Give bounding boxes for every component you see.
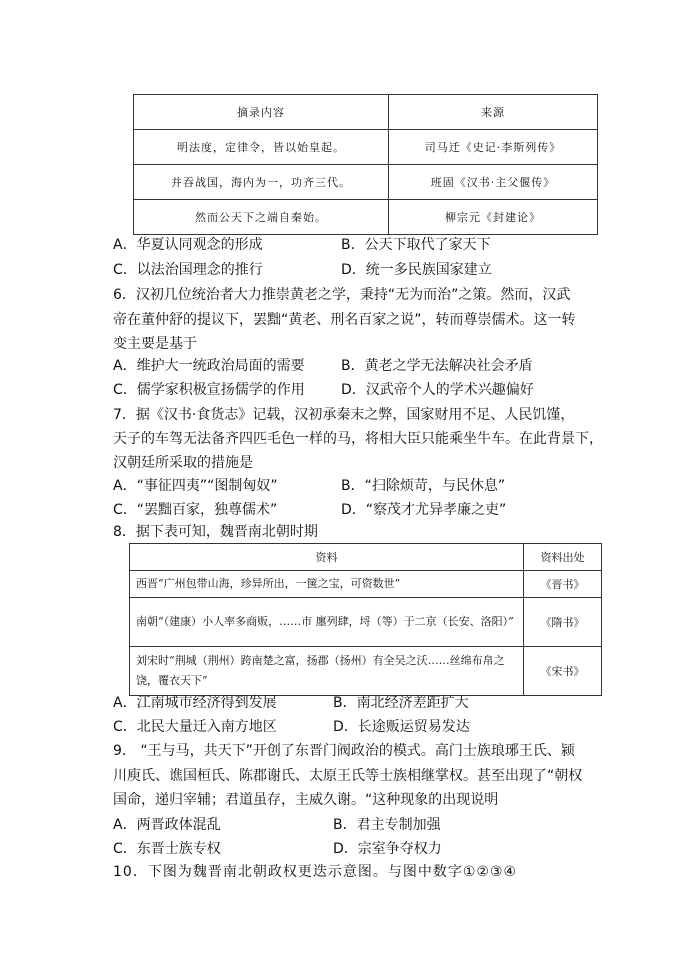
header-material: 资料	[130, 544, 524, 571]
q6-option-c: C．儒学家积极宣扬儒学的作用	[113, 382, 305, 398]
material-cell: 西晋“广州包带山海，珍异所出，一箧之宝，可资数世”	[130, 571, 524, 598]
excerpt-cell: 明法度，定律令，皆以始皇起。	[134, 130, 389, 165]
q9-stem-line-2: 川庾氏、谯国桓氏、陈郡谢氏、太原王氏等士族相继掌权。甚至出现了“朝权	[113, 768, 583, 784]
header-origin: 资料出处	[524, 544, 602, 571]
excerpt-cell: 然而公天下之端自秦始。	[134, 200, 389, 235]
q8-option-c: C．北民大量迁入南方地区	[113, 719, 277, 735]
q8-option-a: A．江南城市经济得到发展	[113, 695, 277, 711]
q5-option-b: B．公天下取代了家天下	[341, 237, 491, 253]
header-content: 摘录内容	[134, 95, 389, 130]
q8-stem-line-1: 8．据下表可知，魏晋南北朝时期	[113, 524, 318, 540]
q5-option-d: D．统一多民族国家建立	[341, 262, 492, 278]
q7-option-a: A．“事征四夷”“图制匈奴”	[113, 478, 278, 494]
header-source: 来源	[389, 95, 598, 130]
q6-stem-line-1: 6．汉初几位统治者大力推崇黄老之学，秉持“无为而治”之策。然而，汉武	[113, 287, 571, 303]
q6-stem-line-3: 变主要是基于	[113, 336, 197, 352]
excerpt-table-header	[134, 95, 598, 130]
q5-option-a: A．华夏认同观念的形成	[113, 237, 263, 253]
source-cell: 班固《汉书·主父偃传》	[389, 165, 598, 200]
q6-option-d: D．汉武帝个人的学术兴趣偏好	[341, 382, 534, 398]
q9-option-a: A．两晋政体混乱	[113, 817, 221, 833]
origin-cell: 《隋书》	[524, 598, 602, 647]
q10-stem-line-1: 10．下图为魏晋南北朝政权更迭示意图。与图中数字①②③④	[113, 864, 518, 880]
table-row	[134, 165, 598, 200]
q7-stem-line-3: 汉朝廷所采取的措施是	[113, 455, 253, 471]
source-table-header	[130, 544, 602, 571]
material-cell: 刘宋时“荆城（荆州）跨南楚之富，扬郡（扬州）有全吴之沃……丝绵布帛之饶，覆衣天下”	[130, 647, 524, 696]
q7-option-c: C．“罢黜百家，独尊儒术”	[113, 502, 278, 518]
source-cell: 司马迁《史记·李斯列传》	[389, 130, 598, 165]
q9-option-b: B．君主专制加强	[333, 817, 441, 833]
q9-stem-line-1: 9． “王与马，共天下”开创了东晋门阀政治的模式。高门士族琅琊王氏、颍	[113, 743, 575, 759]
source-table	[129, 543, 602, 696]
q8-option-b: B．南北经济差距扩大	[333, 695, 469, 711]
q5-option-c: C．以法治国理念的推行	[113, 262, 263, 278]
q6-option-a: A．维护大一统政治局面的需要	[113, 358, 305, 374]
q7-option-b: B．“扫除烦苛，与民休息”	[341, 478, 506, 494]
material-cell: 南朝“（建康）小人率多商贩，……市 廛列肆，埒（等）于二京（长安、洛阳）”	[130, 598, 524, 647]
table-row	[134, 130, 598, 165]
table-row	[130, 598, 602, 647]
table-row	[130, 571, 602, 598]
origin-cell: 《晋书》	[524, 571, 602, 598]
q9-option-c: C．东晋士族专权	[113, 841, 221, 857]
q9-option-d: D．宗室争夺权力	[333, 841, 442, 857]
q6-stem-line-2: 帝在董仲舒的提议下，罢黜“黄老、刑名百家之说”，转而尊崇儒术。这一转	[113, 312, 576, 328]
q7-stem-line-2: 天子的车驾无法备齐四匹毛色一样的马，将相大臣只能乘坐牛车。在此背景下，	[113, 431, 603, 447]
q7-stem-line-1: 7．据《汉书·食货志》记载，汉初承秦末之弊，国家财用不足、人民饥馑，	[113, 407, 575, 423]
q7-option-d: D．“察茂才尤异孝廉之吏”	[341, 502, 507, 518]
table-row	[134, 200, 598, 235]
q8-option-d: D．长途贩运贸易发达	[333, 719, 470, 735]
q9-stem-line-3: 国命，递归宰辅；君道虽存，主威久谢。“这种现象的出现说明	[113, 792, 499, 808]
source-cell: 柳宗元《封建论》	[389, 200, 598, 235]
excerpt-table	[133, 94, 598, 235]
table-row	[130, 647, 602, 696]
origin-cell: 《宋书》	[524, 647, 602, 696]
q6-option-b: B．黄老之学无法解决社会矛盾	[341, 358, 533, 374]
excerpt-cell: 并吞战国，海内为一，功齐三代。	[134, 165, 389, 200]
